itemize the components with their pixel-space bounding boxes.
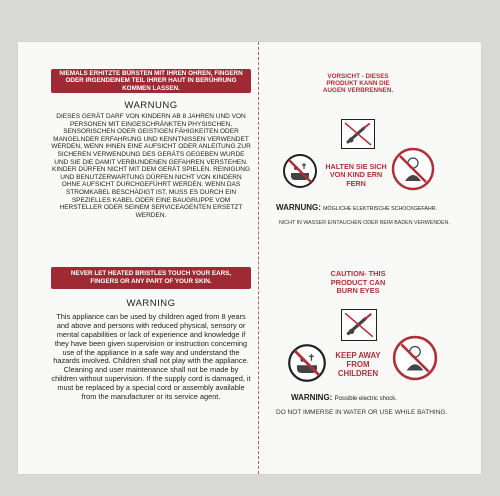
keep-from-children-icon — [392, 335, 438, 381]
english-warning-body: This appliance can be used by children aged from 8 years and above and persons with reduced physical, sensory or mental capabilities or lack of experience and knowledge if they have been given supervision or instruction concerning use of the appliance in a safe way and understand the hazards involved. Children shall not play with the appliance. Cleaning and user maintenance shall not be made by children without supervision. If the supply cord is damaged, it must be replaced by a special cord or assembly available from the manufacturer or its service agent. — [51, 312, 251, 401]
keep-from-children-icon — [391, 147, 435, 191]
german-banner: NIEMALS ERHITZTE BÜRSTEN MIT IHREN OHREN, FINGERN ODER IRGENDEINEM TEIL IHRER HAUT IN BERÜHRUNG KOMMEN LASSEN. — [51, 69, 251, 93]
english-warning-title: WARNING — [126, 298, 176, 309]
en-bath-note: DO NOT IMMERSE IN WATER OR USE WHILE BATHING. — [276, 409, 448, 416]
en-warning-line — [291, 393, 397, 402]
de-warning-text: MÖGLICHE ELEKTRISCHE SCHOCKGEFAHR. — [323, 206, 438, 212]
en-keep-away-text: KEEP AWAY FROM CHILDREN — [335, 351, 381, 378]
de-warning-label: WARNUNG: — [276, 203, 321, 212]
burn-hazard-icon — [341, 309, 377, 341]
en-warning-label: WARNING: — [291, 393, 333, 402]
no-bathing-icon — [282, 153, 318, 189]
de-bath-note: NICHT IN WASSER EINTAUCHEN ODER BEIM BADEN VERWENDEN. — [279, 220, 450, 226]
no-bathing-icon — [287, 343, 327, 383]
en-caution-heading: CAUTION- THIS PRODUCT CAN BURN EYES — [330, 269, 386, 296]
burn-hazard-icon — [341, 119, 375, 149]
de-caution-heading: VORSICHT - DIESES PRODUKT KANN DIE AUGEN VERBRENNEN. — [322, 73, 394, 95]
german-warning-title: WARNUNG — [124, 100, 178, 111]
de-keep-away-text: HALTEN SIE SICH VON KIND ERN FERN — [325, 162, 387, 188]
german-warning-body: DIESES GERÄT DARF VON KINDERN AB 8 JAHREN UND VON PERSONEN MIT EINGESCHRÄNKTEN PHYSISCHEN, SENSORISCHEN ODER GEISTIGEN FÄHIGKEITEN ODER MANGELNDER ERFAHRUNG UND KENNTNISSEN VERWENDET WERDEN, WENN IHNEN EINE AUFSICHT ODER ANLEITUNG ZUR SICHEREN VERWENDUNG DES GERÄTS GEGEBEN WURDE UND SIE DIE DAMIT VERBUNDENEN GEFAHREN VERSTEHEN. KINDER DÜRFEN NICHT MIT DEM GERÄT SPIELEN. REINIGUNG UND BENUTZERWARTUNG DÜRFEN NICHT VON KINDERN OHNE AUFSICHT DURCHGEFÜHRT WERDEN. WENN DAS STROMKABEL BESCHÄDIGT IST, MUSS ES DURCH EIN SPEZIELLES KABEL ODER EINE BAUGRUPPE VOM HERSTELLER ODER SEINEM SERVICEAGENTEN ERSETZT WERDEN. — [51, 113, 251, 219]
en-warning-text: Possible electric shock. — [334, 396, 397, 402]
de-warning-line — [276, 203, 437, 212]
english-banner: NEVER LET HEATED BRISTLES TOUCH YOUR EARS, FINGERS OR ANY PART OF YOUR SKIN. — [51, 267, 251, 289]
fold-divider — [258, 42, 259, 474]
